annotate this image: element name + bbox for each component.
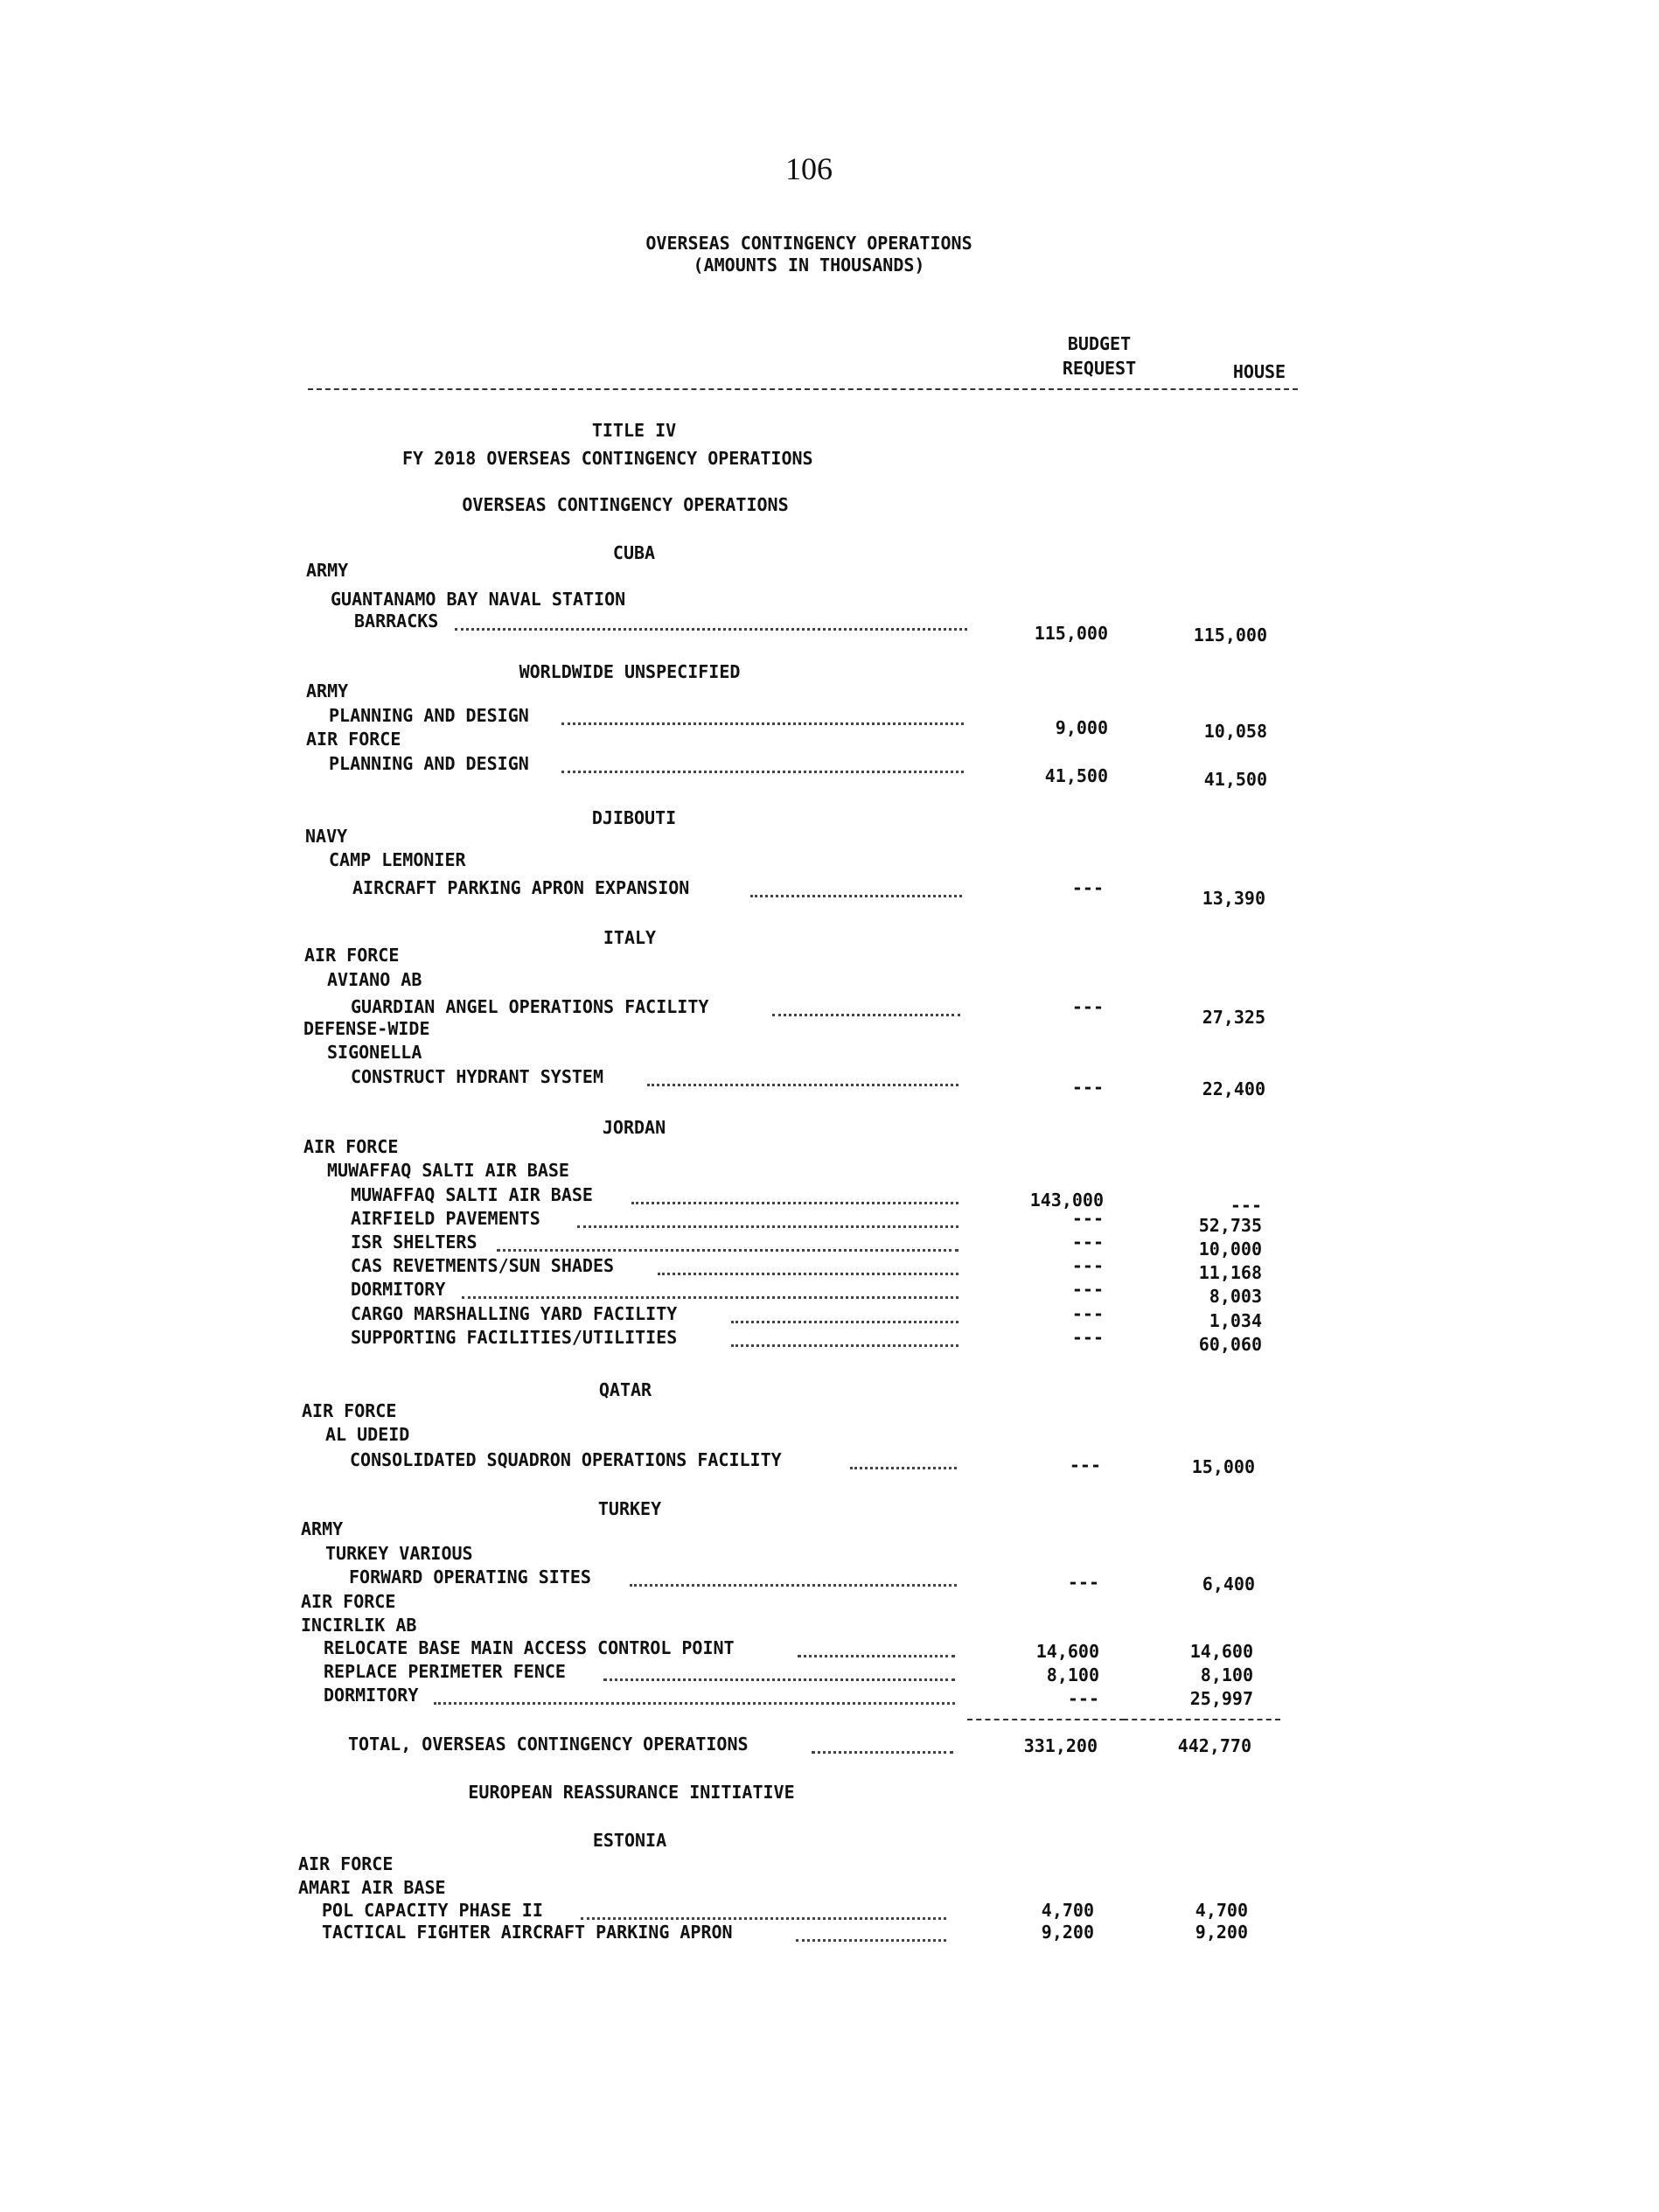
line-label: NAVY — [305, 826, 348, 847]
table-row — [0, 1208, 1659, 1236]
country-heading: WORLDWIDE UNSPECIFIED — [519, 661, 741, 682]
line-label: AIR FORCE — [302, 1400, 397, 1421]
leader-dots — [750, 883, 962, 897]
leader-dots — [561, 710, 964, 725]
budget-value: --- — [1071, 1327, 1104, 1348]
table-row — [0, 1900, 1659, 1924]
leader-dots — [798, 1643, 955, 1657]
line-label: DEFENSE-WIDE — [303, 1018, 430, 1039]
line-label: TURKEY VARIOUS — [325, 1543, 473, 1564]
house-value: 115,000 — [1193, 625, 1267, 645]
house-value: 1,034 — [1209, 1310, 1262, 1331]
line-label: AIR FORCE — [301, 1591, 396, 1612]
budget-value: --- — [1067, 1688, 1099, 1709]
table-row — [0, 1877, 1659, 1901]
line-label: CONSTRUCT HYDRANT SYSTEM — [351, 1066, 603, 1087]
table-row — [0, 1449, 1659, 1477]
line-label: GUANTANAMO BAY NAVAL STATION — [331, 589, 626, 610]
table-row — [0, 1279, 1659, 1307]
table-row — [0, 589, 1659, 613]
leader-dots — [434, 1690, 955, 1705]
table-row — [0, 611, 1659, 645]
country-heading: ESTONIA — [592, 1830, 667, 1851]
line-label: GUARDIAN ANGEL OPERATIONS FACILITY — [351, 996, 709, 1017]
line-label: RELOCATE BASE MAIN ACCESS CONTROL POINT — [324, 1637, 735, 1658]
budget-value: --- — [1071, 877, 1104, 898]
house-value: 10,058 — [1203, 721, 1267, 742]
leader-dots — [658, 1260, 958, 1275]
line-label: AIRFIELD PAVEMENTS — [351, 1208, 540, 1229]
country-heading: ITALY — [603, 927, 657, 948]
leader-dots — [630, 1572, 957, 1587]
table-row — [0, 969, 1659, 994]
leader-dots — [772, 1001, 960, 1016]
budget-value: --- — [1071, 1303, 1104, 1324]
house-value: 22,400 — [1202, 1078, 1265, 1099]
line-label: DORMITORY — [351, 1279, 446, 1300]
leader-dots — [796, 1927, 946, 1942]
house-value: 52,735 — [1198, 1215, 1262, 1236]
leader-dots — [455, 616, 967, 631]
budget-value: 9,200 — [1041, 1922, 1094, 1943]
line-label: ARMY — [306, 560, 349, 581]
house-value: 60,060 — [1198, 1334, 1262, 1355]
house-value: 8,100 — [1200, 1664, 1253, 1685]
table-row — [0, 1922, 1659, 1946]
budget-value: 41,500 — [1044, 765, 1108, 786]
budget-value: --- — [1071, 1255, 1104, 1276]
line-label: SIGONELLA — [327, 1042, 422, 1063]
leader-dots — [731, 1332, 958, 1347]
line-label: AIRCRAFT PARKING APRON EXPANSION — [352, 877, 690, 898]
line-label: PLANNING AND DESIGN — [329, 705, 529, 726]
header-rule — [308, 388, 1298, 390]
house-value: 8,003 — [1209, 1286, 1262, 1307]
column-header-budget-line2: REQUEST — [1062, 358, 1137, 379]
line-label: AIR FORCE — [304, 945, 400, 966]
line-label: CAMP LEMONIER — [329, 849, 466, 870]
house-value: 41,500 — [1203, 769, 1267, 790]
leader-dots — [581, 1905, 946, 1920]
line-label: ARMY — [306, 680, 349, 701]
table-row — [0, 560, 1659, 584]
country-heading: DJIBOUTI — [591, 807, 677, 828]
line-label: TACTICAL FIGHTER AIRCRAFT PARKING APRON — [322, 1922, 733, 1943]
table-row — [0, 1327, 1659, 1355]
table-row — [0, 1400, 1659, 1425]
leader-dots — [603, 1666, 955, 1681]
budget-value: 8,100 — [1046, 1664, 1099, 1685]
house-value: 27,325 — [1202, 1007, 1265, 1028]
leader-dots — [850, 1455, 957, 1469]
title-iv-heading: TITLE IV — [591, 420, 677, 441]
table-row — [0, 1255, 1659, 1283]
table-row — [0, 1018, 1659, 1043]
document-title: OVERSEAS CONTINGENCY OPERATIONS — [645, 233, 972, 254]
table-row — [0, 1661, 1659, 1685]
table-row — [0, 1160, 1659, 1184]
country-heading: TURKEY — [597, 1498, 662, 1519]
line-label: MUWAFFAQ SALTI AIR BASE — [327, 1160, 569, 1181]
table-row — [0, 945, 1659, 969]
country-heading: CUBA — [612, 542, 656, 563]
line-label: MUWAFFAQ SALTI AIR BASE — [351, 1184, 593, 1205]
total-separator-house — [1123, 1719, 1280, 1720]
budget-value: 4,700 — [1041, 1900, 1094, 1921]
house-value: 4,700 — [1195, 1900, 1248, 1921]
leader-dots — [462, 1284, 958, 1299]
total-separator-budget — [967, 1719, 1125, 1720]
table-row — [0, 1853, 1659, 1878]
budget-value: --- — [1067, 1572, 1099, 1593]
table-row — [0, 1591, 1659, 1615]
table-row — [0, 1232, 1659, 1260]
leader-dots — [497, 1237, 958, 1252]
line-label: ISR SHELTERS — [351, 1232, 477, 1253]
page-number: 106 — [785, 151, 833, 186]
budget-value: 14,600 — [1035, 1641, 1099, 1662]
leader-dots — [577, 1213, 958, 1228]
table-row — [0, 1042, 1659, 1066]
leader-dots — [561, 758, 964, 773]
column-header-budget-line1: BUDGET — [1067, 333, 1132, 354]
line-label: REPLACE PERIMETER FENCE — [324, 1661, 566, 1682]
table-row — [0, 1518, 1659, 1543]
house-value: 10,000 — [1198, 1239, 1262, 1260]
table-row — [0, 826, 1659, 850]
house-value: --- — [1230, 1195, 1262, 1216]
line-label: FORWARD OPERATING SITES — [349, 1567, 591, 1587]
house-value: 15,000 — [1191, 1456, 1255, 1477]
line-label: AIR FORCE — [303, 1136, 399, 1157]
line-label: PLANNING AND DESIGN — [329, 753, 529, 774]
leader-dots — [731, 1308, 958, 1323]
line-label: AIR FORCE — [306, 729, 401, 750]
line-label: ARMY — [301, 1518, 344, 1539]
table-row — [0, 1685, 1659, 1709]
table-row — [0, 1136, 1659, 1161]
budget-value: 143,000 — [1029, 1190, 1104, 1211]
table-row — [0, 1066, 1659, 1099]
table-row — [0, 1184, 1659, 1216]
line-label: BARRACKS — [354, 611, 439, 632]
line-label: DORMITORY — [324, 1685, 419, 1706]
fy-heading: FY 2018 OVERSEAS CONTINGENCY OPERATIONS — [402, 448, 813, 469]
leader-dots — [647, 1071, 958, 1086]
house-value: 11,168 — [1198, 1262, 1262, 1283]
line-label: AVIANO AB — [327, 969, 422, 990]
line-label: CAS REVETMENTS/SUN SHADES — [351, 1255, 615, 1276]
budget-value: --- — [1071, 1208, 1104, 1229]
table-row — [0, 1424, 1659, 1448]
table-row — [0, 1637, 1659, 1662]
budget-value: 115,000 — [1034, 623, 1108, 644]
table-row — [0, 996, 1659, 1028]
country-heading: QATAR — [598, 1379, 652, 1400]
house-value: 13,390 — [1202, 888, 1265, 909]
line-label: AIR FORCE — [298, 1853, 394, 1874]
column-header-house: HOUSE — [1232, 361, 1286, 382]
line-label: INCIRLIK AB — [301, 1615, 417, 1636]
total-label: TOTAL, OVERSEAS CONTINGENCY OPERATIONS — [348, 1734, 749, 1755]
table-row — [0, 680, 1659, 705]
line-label: AL UDEID — [325, 1424, 410, 1445]
line-label: SUPPORTING FACILITIES/UTILITIES — [351, 1327, 678, 1348]
total-house-value: 442,770 — [1177, 1735, 1251, 1756]
table-row — [0, 1543, 1659, 1567]
eri-heading: EUROPEAN REASSURANCE INITIATIVE — [468, 1782, 795, 1803]
document-subtitle: (AMOUNTS IN THOUSANDS) — [693, 255, 925, 276]
leader-dots — [631, 1190, 958, 1204]
table-row — [0, 849, 1659, 874]
budget-value: --- — [1071, 1279, 1104, 1300]
table-row — [0, 753, 1659, 790]
house-value: 9,200 — [1195, 1922, 1248, 1943]
budget-value: --- — [1069, 1455, 1101, 1476]
house-value: 6,400 — [1202, 1574, 1255, 1594]
line-label: CARGO MARSHALLING YARD FACILITY — [351, 1303, 678, 1324]
table-row — [0, 1615, 1659, 1639]
line-label: CONSOLIDATED SQUADRON OPERATIONS FACILITY — [350, 1449, 782, 1470]
house-value: 14,600 — [1189, 1641, 1253, 1662]
budget-value: --- — [1071, 1077, 1104, 1098]
total-row — [0, 1734, 1659, 1758]
oco-heading: OVERSEAS CONTINGENCY OPERATIONS — [462, 494, 789, 515]
line-label: POL CAPACITY PHASE II — [322, 1900, 543, 1921]
budget-value: 9,000 — [1055, 717, 1108, 738]
budget-value: --- — [1071, 1232, 1104, 1253]
table-row — [0, 1303, 1659, 1331]
table-row — [0, 1567, 1659, 1594]
leader-dots — [812, 1739, 953, 1754]
house-value: 25,997 — [1189, 1688, 1253, 1709]
table-row — [0, 729, 1659, 753]
country-heading: JORDAN — [602, 1117, 666, 1138]
total-budget-value: 331,200 — [1023, 1735, 1098, 1756]
budget-value: --- — [1071, 996, 1104, 1017]
table-row — [0, 877, 1659, 909]
line-label: AMARI AIR BASE — [298, 1877, 446, 1898]
